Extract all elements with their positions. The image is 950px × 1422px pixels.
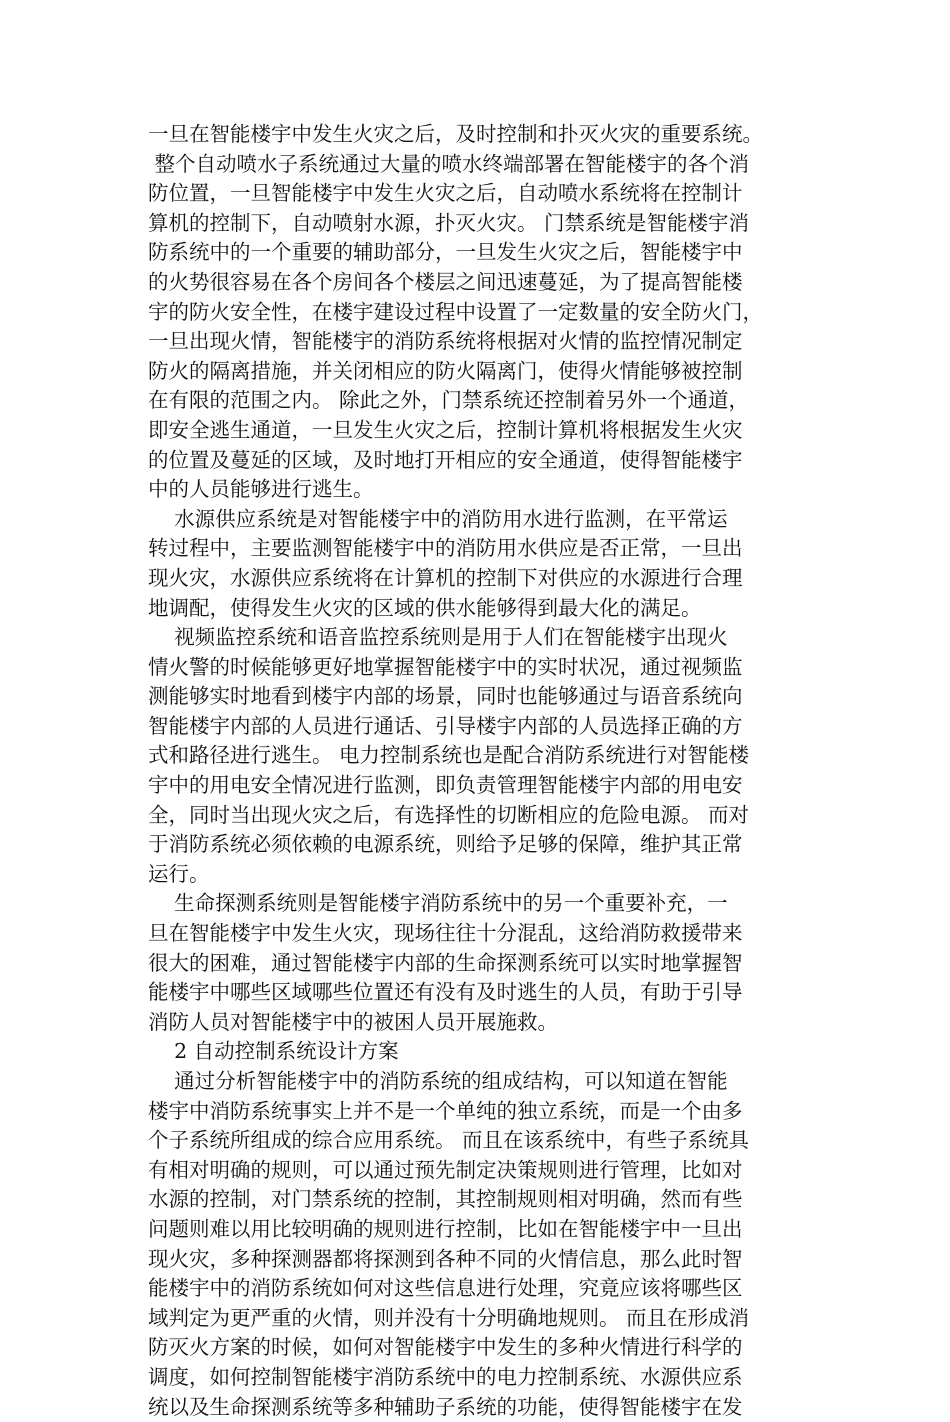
text-line: 在有限的范围之内。 除此之外，门禁系统还控制着另外一个通道， (148, 388, 750, 413)
text-line: 消防人员对智能楼宇中的被困人员开展施救。 (148, 1009, 558, 1034)
text-line: 防系统中的一个重要的辅助部分，一旦发生火灾之后，智能楼宇中 (148, 240, 743, 265)
text-line: 于消防系统必须依赖的电源系统，则给予足够的保障，维护其正常 (148, 832, 743, 857)
text-line: 全，同时当出现火灾之后，有选择性的切断相应的危险电源。 而对 (148, 802, 750, 827)
text-line: 的火势很容易在各个房间各个楼层之间迅速蔓延，为了提高智能楼 (148, 269, 743, 294)
text-line: 一旦出现火情，智能楼宇的消防系统将根据对火情的监控情况制定 (148, 329, 743, 354)
text-line: 情火警的时候能够更好地掌握智能楼宇中的实时状况，通过视频监 (148, 654, 743, 679)
text-line: 即安全逃生通道，一旦发生火灾之后，控制计算机将根据发生火灾 (148, 417, 743, 442)
text-line: 楼宇中消防系统事实上并不是一个单纯的独立系统，而是一个由多 (148, 1098, 743, 1123)
text-line: 有相对明确的规则，可以通过预先制定决策规则进行管理，比如对 (148, 1157, 743, 1182)
text-line: 通过分析智能楼宇中的消防系统的组成结构，可以知道在智能 (148, 1069, 728, 1093)
text-line: 整个自动喷水子系统通过大量的喷水终端部署在智能楼宇的各个消 (148, 151, 750, 176)
text-line: 旦在智能楼宇中发生火灾，现场往往十分混乱，这给消防救援带来 (148, 921, 743, 946)
text-line: 很大的困难，通过智能楼宇内部的生命探测系统可以实时地掌握智 (148, 950, 743, 975)
text-line: 调度，如何控制智能楼宇消防系统中的电力控制系统、水源供应系 (148, 1364, 743, 1389)
text-line: 的位置及蔓延的区域，及时地打开相应的安全通道，使得智能楼宇 (148, 447, 743, 472)
text-line: 视频监控系统和语音监控系统则是用于人们在智能楼宇出现火 (148, 625, 728, 650)
text-line: 域判定为更严重的火情，则并没有十分明确地规则。 而且在形成消 (148, 1305, 750, 1330)
text-line: 中的人员能够进行逃生。 (148, 477, 374, 502)
text-line: 智能楼宇内部的人员进行通话、引导楼宇内部的人员选择正确的方 (148, 713, 743, 738)
text-line: 个子系统所组成的综合应用系统。 而且在该系统中，有些子系统具 (148, 1128, 750, 1153)
text-line: 问题则难以用比较明确的规则进行控制，比如在智能楼宇中一旦出 (148, 1216, 743, 1241)
text-line: 防火的隔离措施，并关闭相应的防火隔离门，使得火情能够被控制 (148, 358, 743, 383)
text-line: 2 自动控制系统设计方案 (148, 1039, 399, 1064)
text-line: 防位置，一旦智能楼宇中发生火灾之后，自动喷水系统将在控制计 (148, 181, 743, 206)
body-text (148, 120, 808, 1422)
text-line: 现火灾，多种探测器都将探测到各种不同的火情信息，那么此时智 (148, 1246, 743, 1271)
text-line: 地调配，使得发生火灾的区域的供水能够得到最大化的满足。 (148, 595, 702, 620)
text-line: 统以及生命探测系统等多种辅助子系统的功能，使得智能楼宇在发 (148, 1394, 743, 1419)
text-line: 宇中的用电安全情况进行监测，即负责管理智能楼宇内部的用电安 (148, 773, 743, 798)
text-line: 运行。 (148, 861, 210, 886)
text-line: 宇的防火安全性，在楼宇建设过程中设置了一定数量的安全防火门， (148, 299, 763, 324)
text-line: 能楼宇中的消防系统如何对这些信息进行处理，究竟应该将哪些区 (148, 1276, 743, 1301)
text-line: 算机的控制下，自动喷射水源，扑灭火灾。 门禁系统是智能楼宇消 (148, 210, 750, 235)
text-line: 防灭火方案的时候，如何对智能楼宇中发生的多种火情进行科学的 (148, 1335, 743, 1360)
text-line: 测能够实时地看到楼宇内部的场景，同时也能够通过与语音系统向 (148, 684, 743, 709)
text-line: 水源的控制，对门禁系统的控制，其控制规则相对明确，然而有些 (148, 1187, 743, 1212)
text-line: 现火灾，水源供应系统将在计算机的控制下对供应的水源进行合理 (148, 565, 743, 590)
text-line: 能楼宇中哪些区域哪些位置还有没有及时逃生的人员，有助于引导 (148, 980, 743, 1005)
text-line: 式和路径进行逃生。 电力控制系统也是配合消防系统进行对智能楼 (148, 743, 750, 768)
text-line: 转过程中，主要监测智能楼宇中的消防用水供应是否正常，一旦出 (148, 536, 743, 561)
text-line: 一旦在智能楼宇中发生火灾之后，及时控制和扑灭火灾的重要系统。 (148, 122, 763, 146)
text-line: 水源供应系统是对智能楼宇中的消防用水进行监测，在平常运 (148, 506, 728, 531)
text-line: 生命探测系统则是智能楼宇消防系统中的另一个重要补充，一 (148, 891, 728, 916)
